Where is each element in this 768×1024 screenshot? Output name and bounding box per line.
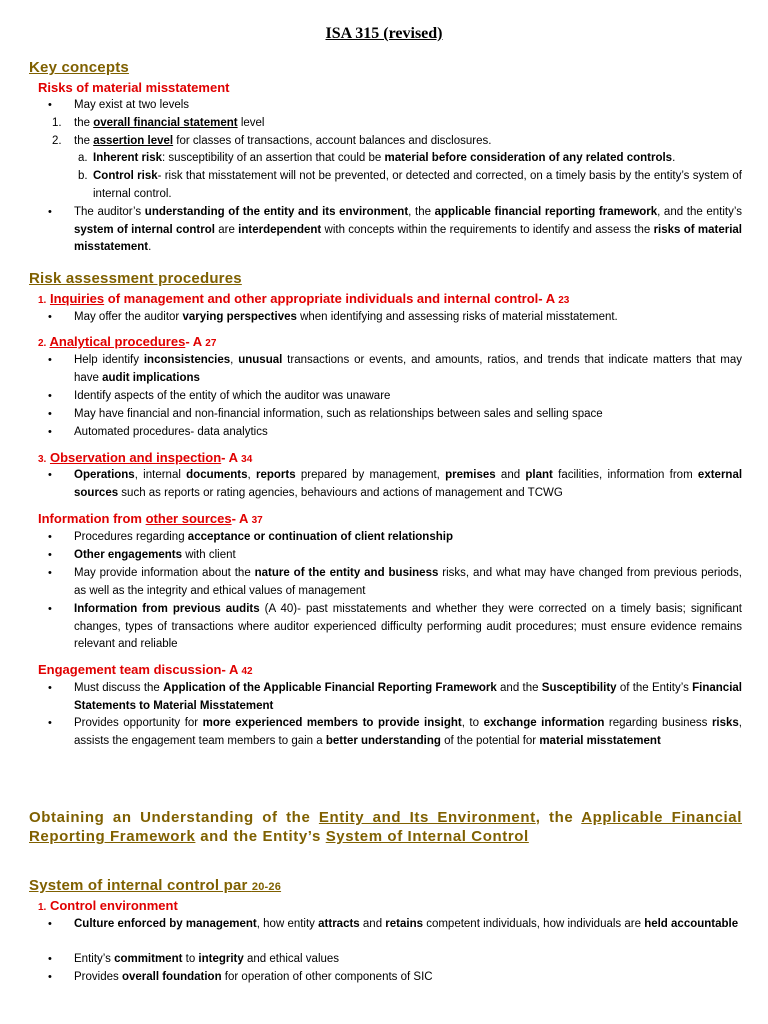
bullet-icon: •: [48, 469, 52, 481]
list-item: Procedures regarding acceptance or continuation of client relationship: [74, 531, 453, 543]
bullet-icon: •: [48, 971, 52, 983]
bullet-icon: •: [48, 531, 52, 543]
list-item: May have financial and non-financial information, such as relationships between sales and selling space: [74, 408, 603, 420]
subheading-inquiries: 1. Inquiries of management and other appropriate individuals and internal control- A 23: [38, 291, 570, 306]
bullet-icon: •: [48, 311, 52, 323]
list-item: Entity’s commitment to integrity and ethical values: [74, 953, 340, 965]
bullet-icon: •: [48, 682, 52, 694]
list-item: Automated procedures- data analytics: [74, 426, 268, 438]
subheading-analytical-procedures: 2. Analytical procedures- A 27: [38, 334, 217, 349]
bullet-icon: •: [48, 549, 52, 561]
list-item: Provides overall foundation for operation of other components of SIC: [74, 971, 433, 983]
bullet-icon: •: [48, 99, 52, 111]
list-item: May exist at two levels: [74, 99, 190, 111]
bullet-icon: •: [48, 603, 52, 615]
heading-system-internal-control: System of internal control par 20-26: [29, 877, 282, 894]
list-letter: b.: [78, 170, 88, 182]
subheading-observation-inspection: 3. Observation and inspection- A 34: [38, 450, 253, 465]
bullet-icon: •: [48, 408, 52, 420]
list-item: the overall financial statement level: [74, 117, 265, 129]
list-item: May provide information about the nature of the entity and business risks, and what may have changed from previous periods, as well as the integrity and ethical values of management: [74, 567, 742, 597]
subheading-risks-material-misstatement: Risks of material misstatement: [38, 80, 230, 95]
list-item: May offer the auditor varying perspectives when identifying and assessing risks of material misstatement.: [74, 311, 618, 323]
list-number: 2.: [52, 135, 62, 147]
bullet-icon: •: [48, 717, 52, 729]
list-item: The auditor’s understanding of the entity and its environment, the applicable financial reporting framework, and the entity’s system of internal control are interdependent with concepts within the requirements to identify and assess the risks of material misstatement.: [74, 206, 742, 254]
heading-key-concepts: Key concepts: [29, 59, 129, 76]
list-item: Inherent risk: susceptibility of an assertion that could be material before consideration of any related controls.: [93, 152, 676, 164]
list-item: Identify aspects of the entity of which the auditor was unaware: [74, 390, 391, 402]
subheading-other-sources: Information from other sources- A 37: [38, 511, 263, 526]
list-item: Control risk- risk that misstatement will not be prevented, or detected and corrected, on a timely basis by the entity’s system of internal control.: [93, 170, 742, 200]
document-title: ISA 315 (revised): [325, 25, 443, 42]
list-item: Operations, internal documents, reports prepared by management, premises and plant facilities, information from external sources such as reports or rating agencies, behaviours and actions of management and TCWG: [74, 469, 743, 499]
list-item: the assertion level for classes of transactions, account balances and disclosures.: [74, 135, 492, 147]
bullet-icon: •: [48, 354, 52, 366]
list-item: Culture enforced by management, how entity attracts and retains competent individuals, how individuals are held accountable: [74, 918, 739, 930]
bullet-icon: •: [48, 567, 52, 579]
list-number: 1.: [52, 117, 62, 129]
list-item: Must discuss the Application of the Applicable Financial Reporting Framework and the Susceptibility of the Entity’s Financial Statements to Material Misstatement: [74, 682, 742, 712]
bullet-icon: •: [48, 953, 52, 965]
bullet-icon: •: [48, 206, 52, 218]
bullet-icon: •: [48, 426, 52, 438]
bullet-icon: •: [48, 390, 52, 402]
subheading-control-environment: 1. Control environment: [38, 898, 178, 913]
heading-obtaining-understanding: Obtaining an Understanding of the Entity and Its Environment, the Applicable Financial Reporting Framework and the Entity’s System of Internal Control: [29, 809, 743, 845]
list-item: Other engagements with client: [74, 549, 236, 561]
list-item: Provides opportunity for more experienced members to provide insight, to exchange information regarding business risks, assists the engagement team members to gain a better understanding of the potential for material misstatement: [74, 717, 742, 747]
list-letter: a.: [78, 152, 88, 164]
bullet-icon: •: [48, 918, 52, 930]
subheading-engagement-team-discussion: Engagement team discussion- A 42: [38, 662, 253, 677]
list-item: Information from previous audits (A 40)- past misstatements and whether they were corrected on a timely basis; significant changes, types of transactions where auditor experienced difficulty performing audit procedures; must ensure evidence remains relevant and reliable: [74, 603, 742, 651]
heading-risk-assessment: Risk assessment procedures: [29, 270, 242, 287]
list-item: Help identify inconsistencies, unusual transactions or events, and amounts, ratios, and trends that indicate matters that may have audit implications: [74, 354, 743, 384]
